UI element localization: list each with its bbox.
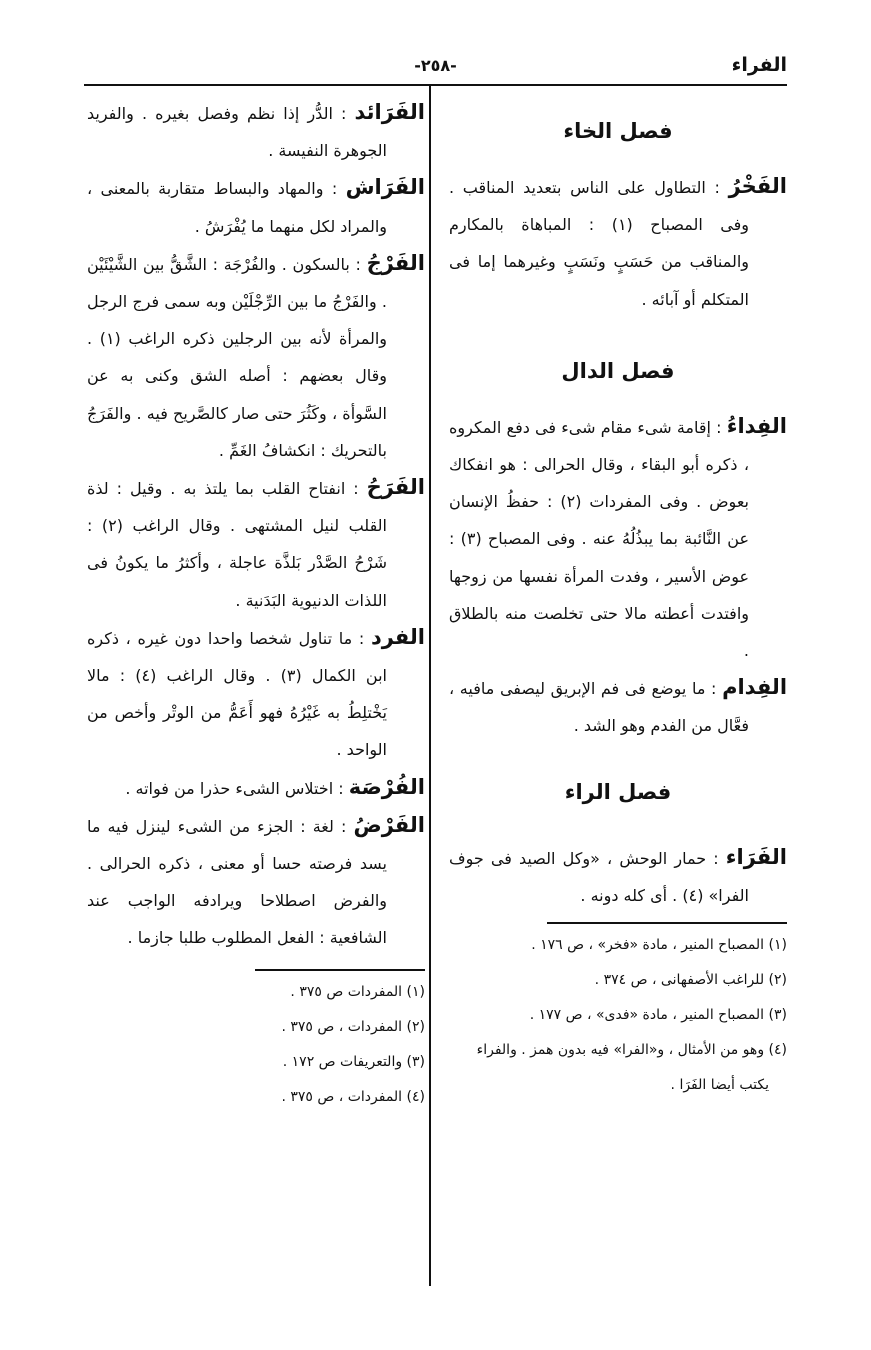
entry-definition: بالسكون . والفُرْجَة : الشَّقُّ بين الشَّيْئَيْن . والفَرْجُ ما بين الرِّجْلَيْن وبه سمى فرج الرجل والمرأة لأنه بين الرجلين ذكره الراغب (١) . وقال بعضهم : أصله الشق وكنى به عن السَّوأة ، وكَثُرَ حتى صار كالصَّريح فيه . والفَرَجُ بالتحريك : انكشافُ الغَمِّ . — [87, 254, 388, 460]
entry-definition: التطاول على الناس بتعديد المناقب . وفى المصباح (١) : المباهاة بالمكارم والمناقب من حَسَبٍ ونَسَبٍ وغيرهما إما فى المتكلم أو آبائه . — [449, 178, 750, 309]
footnote: (٢) المفردات ، ص ٣٧٥ . — [281, 1018, 425, 1035]
column-divider — [429, 86, 431, 1286]
entry-term: الفرد — [370, 624, 425, 649]
entry-term: الفَرْضُ — [353, 812, 425, 837]
dictionary-entry — [449, 839, 787, 914]
dictionary-entry — [87, 94, 425, 169]
entry-separator: : — [349, 254, 367, 274]
entry-definition: ما يوضع فى فم الإبريق ليصفى مافيه ، فعَّال من الفدم وهو الشد . — [449, 679, 749, 736]
running-title: الفراء — [731, 54, 787, 76]
footnote: (٣) والتعريفات ص ١٧٢ . — [282, 1053, 425, 1070]
dictionary-entry — [449, 408, 787, 669]
entry-definition: انفتاح القلب بما يلتذ به . وقيل : لذة القلب لنيل المشتهى . وقال الراغب (٢) : شَرْحُ الصَّدْر بَلذَّة عاجلة ، وأكثرُ ما يكونُ فى اللذات الدنيوية البَدَنية . — [87, 479, 387, 610]
footnote: (٤) المفردات ، ص ٣٧٥ . — [281, 1088, 425, 1105]
entry-term: الفَرَحُ — [366, 475, 426, 500]
page-header — [84, 50, 787, 86]
dictionary-entry — [87, 769, 425, 807]
section-title: فصل الراء — [564, 779, 672, 804]
entry-term: الفَخْرُ — [728, 174, 788, 198]
section-title: فصل الدال — [561, 358, 675, 383]
entry-term: الفِدام — [722, 675, 788, 700]
dictionary-entry — [87, 245, 425, 469]
dictionary-entry — [87, 807, 425, 957]
entry-separator: : — [345, 479, 367, 499]
entry-separator: : — [333, 778, 349, 798]
entry-separator: : — [705, 178, 729, 197]
entry-definition: والمهاد والبساط متقاربة بالمعنى ، والمراد لكل منهما ما يُفْرَشُ . — [87, 179, 387, 236]
entry-term: الفَرْجُ — [366, 250, 425, 275]
footnote: (٤) وهو من الأمثال ، و«الفرا» فيه بدون همز . والفراء يكتب أيضا الفَرَا . — [476, 1042, 787, 1094]
dictionary-entry — [449, 669, 787, 744]
entry-term: الفُرْصَة — [348, 774, 425, 799]
footnote-rule — [255, 969, 425, 971]
right-column — [449, 94, 787, 1103]
entry-separator: : — [705, 679, 723, 699]
dictionary-entry — [87, 619, 425, 769]
entry-separator: : — [352, 628, 371, 648]
dictionary-entry — [87, 169, 425, 244]
entry-term: الفِداءُ — [726, 413, 787, 438]
entry-definition: لغة : الجزء من الشىء لينزل فيه ما يسد فرصته حسا أو معنى ، ذكره الحرالى . والفرض اصطلاحا ويرادفه الواجب عند الشافعية : الفعل المطلوب طلبا جازما . — [87, 816, 387, 948]
entry-term: الفَرَائد — [354, 100, 426, 124]
dictionary-entry — [449, 168, 787, 318]
footnote: (٣) المصباح المنير ، مادة «فدى» ، ص ١٧٧ . — [529, 1007, 787, 1024]
footnote: (١) المصباح المنير ، مادة «فخر» ، ص ١٧٦ . — [531, 937, 787, 954]
footnote-rule — [547, 922, 787, 924]
left-column — [87, 94, 425, 1115]
entry-separator: : — [323, 179, 346, 199]
entry-separator: : — [332, 104, 355, 123]
dictionary-entry — [87, 469, 425, 619]
entry-term: الفَرَاء — [725, 844, 787, 869]
entry-definition: إقامة شىء مقام شىء فى دفع المكروه ، ذكره أبو البقاء ، وقال الحرالى : هو انفكاك بعوض . وفى المفردات (٢) : حفظُ الإنسان عن النَّائبة بما يبذُلُهُ عنه . وفى المصباح (٣) : عوض الأسير ، وفدت المرأة نفسها من زوجها وافتدت أعطته مالا حتى تخلصت منه بالطلاق . — [449, 417, 749, 661]
entry-separator: : — [710, 417, 727, 437]
entry-separator: : — [333, 816, 354, 836]
footnote: (١) المفردات ص ٣٧٥ . — [290, 983, 425, 1000]
entry-definition: حمار الوحش ، «وكل الصيد فى جوف الفرا» (٤) . أى كله دونه . — [449, 848, 749, 905]
entry-definition: ما تناول شخصا واحدا دون غيره ، ذكره ابن الكمال (٣) . وقال الراغب (٤) : مالا يَخْتلِطُ به غَيْرُهُ فهو أَعَمُّ من الوتْر وأخص من الواحد . — [87, 628, 387, 760]
entry-separator: : — [706, 848, 726, 868]
entry-definition: اختلاس الشىء حذرا من فواته . — [125, 778, 334, 798]
footnote: (٢) للراغب الأصفهانى ، ص ٣٧٤ . — [594, 972, 787, 989]
entry-term: الفَرَاش — [345, 175, 425, 200]
entry-definition: الدُّر إذا نظم وفصل بغيره . والفريد الجوهرة النفيسة . — [87, 104, 387, 161]
page-number: -٢٥٨- — [414, 56, 457, 75]
section-title: فصل الخاء — [563, 119, 673, 143]
